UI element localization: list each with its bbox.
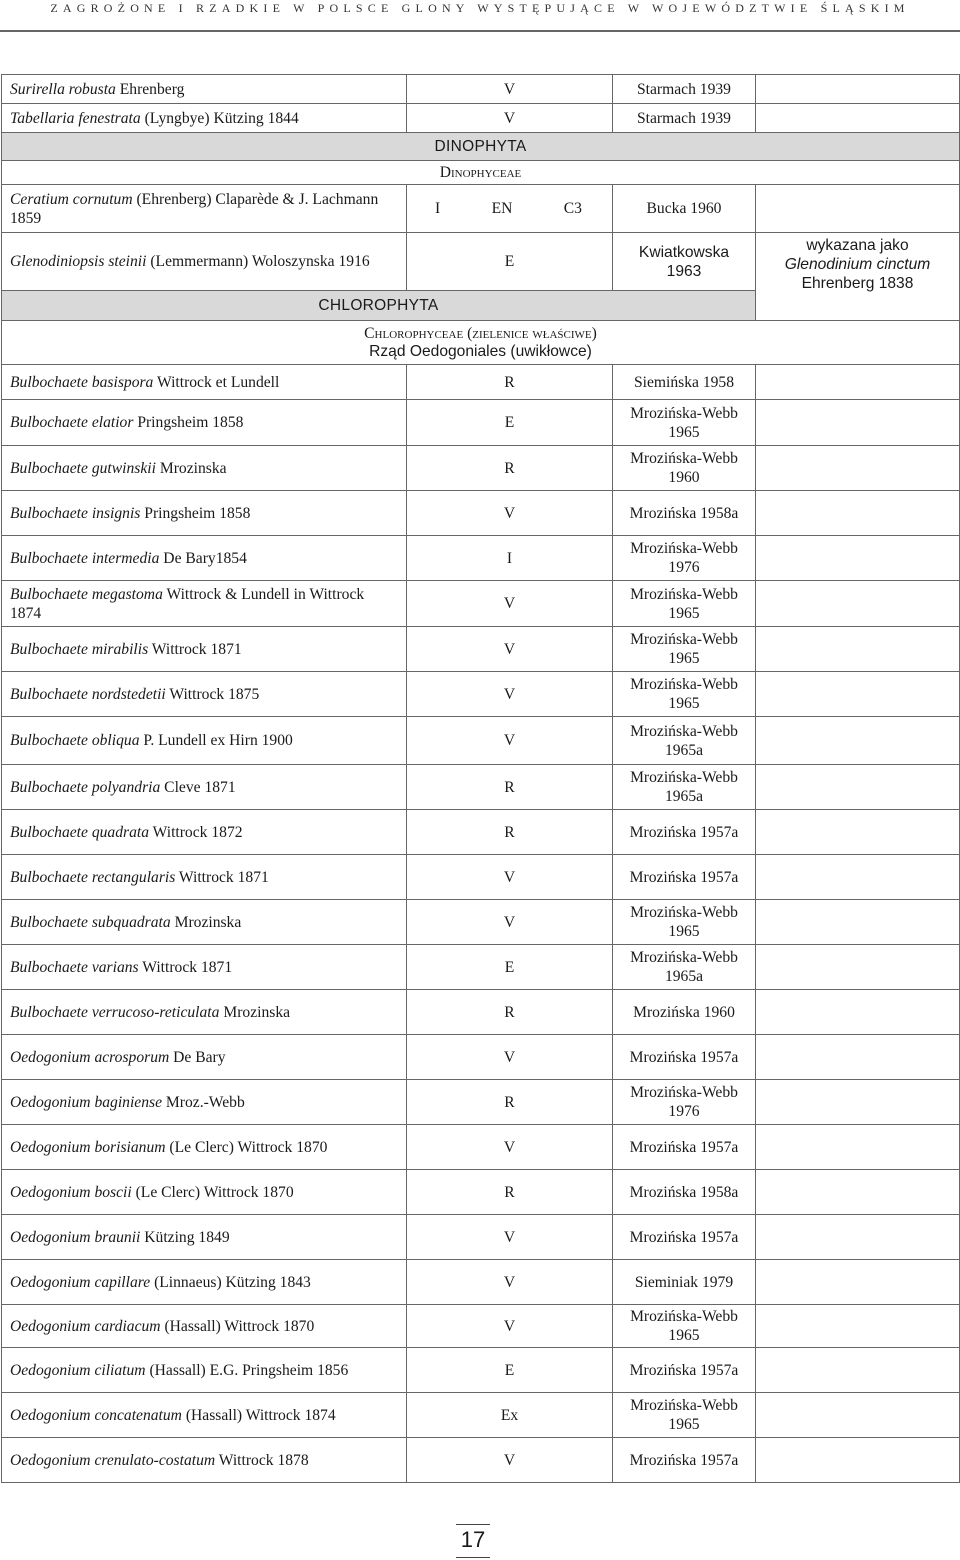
table-row — [2, 810, 960, 855]
threat-category: V — [407, 75, 613, 104]
note-cell — [756, 810, 960, 855]
species-name: Oedogonium cardiacum (Hassall) Wittrock 1870 — [2, 1305, 407, 1348]
note-cell — [756, 1348, 960, 1393]
note-cell — [756, 900, 960, 945]
table-row — [2, 1170, 960, 1215]
species-name: Surirella robusta Ehrenberg — [2, 75, 407, 104]
note-cell — [756, 75, 960, 104]
species-name: Oedogonium baginiense Mroz.-Webb — [2, 1080, 407, 1125]
source: Mrozińska-Webb 1965 — [613, 400, 756, 446]
section-row — [2, 133, 960, 161]
threat-category: V — [407, 672, 613, 717]
threat-category: V — [407, 1305, 613, 1348]
species-name: Ceratium cornutum (Ehrenberg) Claparède & J. Lachmann 1859 — [2, 185, 407, 233]
table-row — [2, 581, 960, 627]
species-name: Oedogonium capillare (Linnaeus) Kützing 1843 — [2, 1260, 407, 1305]
threat-category: E — [407, 945, 613, 990]
source: Mrozińska 1957a — [613, 1348, 756, 1393]
species-name: Bulbochaete intermedia De Bary1854 — [2, 536, 407, 581]
source: Mrozińska-Webb 1965a — [613, 765, 756, 810]
note-cell — [756, 765, 960, 810]
table-row — [2, 1215, 960, 1260]
note-cell — [756, 855, 960, 900]
source: Mrozińska 1958a — [613, 491, 756, 536]
source: Mrozińska-Webb 1965 — [613, 1305, 756, 1348]
threat-category: R — [407, 365, 613, 400]
threat-category: V — [407, 900, 613, 945]
source: Mrozińska-Webb 1965a — [613, 945, 756, 990]
source: Starmach 1939 — [613, 75, 756, 104]
table-row — [2, 1035, 960, 1080]
species-name: Oedogonium ciliatum (Hassall) E.G. Pringsheim 1856 — [2, 1348, 407, 1393]
source: Siemińska 1958 — [613, 365, 756, 400]
source: Mrozińska-Webb 1965 — [613, 581, 756, 627]
threat-category: V — [407, 717, 613, 765]
species-name: Oedogonium borisianum (Le Clerc) Wittrock 1870 — [2, 1125, 407, 1170]
table-row — [2, 75, 960, 104]
source: Mrozińska 1957a — [613, 1215, 756, 1260]
species-name: Bulbochaete obliqua P. Lundell ex Hirn 1900 — [2, 717, 407, 765]
note-cell — [756, 104, 960, 133]
class-row — [2, 161, 960, 185]
threat-category: I — [407, 536, 613, 581]
table-row — [2, 446, 960, 491]
threat-category: Ex — [407, 1393, 613, 1438]
threat-category: V — [407, 1260, 613, 1305]
threat-category: R — [407, 990, 613, 1035]
species-name: Bulbochaete nordstedetii Wittrock 1875 — [2, 672, 407, 717]
species-name: Bulbochaete verrucoso-reticulata Mrozinska — [2, 990, 407, 1035]
note-cell — [756, 1260, 960, 1305]
source: Mrozińska 1957a — [613, 1438, 756, 1483]
table-row — [2, 233, 960, 291]
source: Sieminiak 1979 — [613, 1260, 756, 1305]
class-heading: Dinophyceae — [2, 161, 960, 185]
note-cell — [756, 536, 960, 581]
page-number-rule-bottom — [456, 1557, 490, 1558]
species-table-body — [2, 75, 960, 1483]
phylum-heading: DINOPHYTA — [2, 133, 960, 161]
note-cell — [756, 1438, 960, 1483]
threat-category: R — [407, 1170, 613, 1215]
species-table — [1, 74, 960, 1483]
threat-category: V — [407, 104, 613, 133]
table-row — [2, 536, 960, 581]
table-row — [2, 1393, 960, 1438]
class-heading: Chlorophyceae (zielenice właściwe) Rząd Oedogoniales (uwikłowce) — [2, 321, 960, 365]
source: Mrozińska 1957a — [613, 1125, 756, 1170]
note-cell — [756, 1170, 960, 1215]
note-cell — [756, 491, 960, 536]
remark: wykazana jako Glenodinium cinctum Ehrenberg 1838 — [756, 233, 960, 321]
species-name: Oedogonium braunii Kützing 1849 — [2, 1215, 407, 1260]
threat-category: V — [407, 1215, 613, 1260]
table-row — [2, 1348, 960, 1393]
species-name: Bulbochaete varians Wittrock 1871 — [2, 945, 407, 990]
species-name: Bulbochaete megastoma Wittrock & Lundell in Wittrock 1874 — [2, 581, 407, 627]
note-cell — [756, 185, 960, 233]
table-row — [2, 1438, 960, 1483]
source: Mrozińska 1960 — [613, 990, 756, 1035]
table-row — [2, 365, 960, 400]
source: Mrozińska 1957a — [613, 1035, 756, 1080]
note-cell — [756, 990, 960, 1035]
header-rule — [0, 30, 960, 32]
threat-category: E — [407, 1348, 613, 1393]
page-number-rule-top — [456, 1524, 490, 1525]
note-cell — [756, 1393, 960, 1438]
threat-category: V — [407, 581, 613, 627]
table-row — [2, 900, 960, 945]
table-row — [2, 717, 960, 765]
species-name: Bulbochaete rectangularis Wittrock 1871 — [2, 855, 407, 900]
table-row — [2, 491, 960, 536]
note-cell — [756, 446, 960, 491]
table-row — [2, 104, 960, 133]
source: Mrozińska-Webb 1960 — [613, 446, 756, 491]
source: Mrozińska-Webb 1976 — [613, 536, 756, 581]
source: Mrozińska-Webb 1976 — [613, 1080, 756, 1125]
source: Mrozińska-Webb 1965 — [613, 672, 756, 717]
page-number: 17 — [460, 1527, 486, 1552]
table-row — [2, 990, 960, 1035]
species-name: Bulbochaete subquadrata Mrozinska — [2, 900, 407, 945]
species-name: Oedogonium boscii (Le Clerc) Wittrock 1870 — [2, 1170, 407, 1215]
species-name: Bulbochaete gutwinskii Mrozinska — [2, 446, 407, 491]
note-cell — [756, 627, 960, 672]
running-head: ZAGROŻONE I RZADKIE W POLSCE GLONY WYSTĘPUJĄCE W WOJEWÓDZTWIE ŚLĄSKIM — [50, 1, 910, 15]
threat-category: V — [407, 1125, 613, 1170]
species-name: Bulbochaete basispora Wittrock et Lundell — [2, 365, 407, 400]
table-row — [2, 400, 960, 446]
source: Mrozińska-Webb 1965a — [613, 717, 756, 765]
category-1: I — [435, 200, 441, 217]
threat-category: R — [407, 446, 613, 491]
source: Kwiatkowska 1963 — [613, 233, 756, 291]
table-row — [2, 765, 960, 810]
table-row — [2, 1125, 960, 1170]
threat-category: V — [407, 1438, 613, 1483]
species-name: Glenodiniopsis steinii (Lemmermann) Woloszynska 1916 — [2, 233, 407, 291]
species-name: Oedogonium acrosporum De Bary — [2, 1035, 407, 1080]
source: Mrozińska 1957a — [613, 855, 756, 900]
threat-category: V — [407, 491, 613, 536]
threat-category: V — [407, 627, 613, 672]
table-row — [2, 1305, 960, 1348]
table-row — [2, 945, 960, 990]
note-cell — [756, 672, 960, 717]
note-cell — [756, 717, 960, 765]
threat-category: V — [407, 1035, 613, 1080]
note-cell — [756, 945, 960, 990]
species-name: Bulbochaete insignis Pringsheim 1858 — [2, 491, 407, 536]
table-row — [2, 1080, 960, 1125]
threat-category: R — [407, 810, 613, 855]
threat-category: R — [407, 1080, 613, 1125]
threat-category: R — [407, 765, 613, 810]
category-2: EN — [491, 200, 513, 217]
source: Mrozińska 1958a — [613, 1170, 756, 1215]
source: Mrozińska-Webb 1965 — [613, 900, 756, 945]
note-cell — [756, 1080, 960, 1125]
table-row — [2, 185, 960, 233]
note-cell — [756, 1305, 960, 1348]
species-name: Bulbochaete polyandria Cleve 1871 — [2, 765, 407, 810]
species-name: Bulbochaete quadrata Wittrock 1872 — [2, 810, 407, 855]
note-cell — [756, 1035, 960, 1080]
table-row — [2, 627, 960, 672]
threat-category — [407, 185, 613, 233]
species-name: Oedogonium concatenatum (Hassall) Wittrock 1874 — [2, 1393, 407, 1438]
threat-category: E — [407, 233, 613, 291]
threat-category: E — [407, 400, 613, 446]
species-name: Oedogonium crenulato-costatum Wittrock 1878 — [2, 1438, 407, 1483]
table-row — [2, 672, 960, 717]
class-row — [2, 321, 960, 365]
threat-category: V — [407, 855, 613, 900]
category-3: C3 — [563, 200, 582, 217]
source: Mrozińska 1957a — [613, 810, 756, 855]
table-row — [2, 855, 960, 900]
source: Bucka 1960 — [613, 185, 756, 233]
note-cell — [756, 1125, 960, 1170]
source: Mrozińska-Webb 1965 — [613, 1393, 756, 1438]
source: Starmach 1939 — [613, 104, 756, 133]
phylum-heading: CHLOROPHYTA — [2, 291, 756, 321]
note-cell — [756, 581, 960, 627]
note-cell — [756, 365, 960, 400]
source: Mrozińska-Webb 1965 — [613, 627, 756, 672]
table-row — [2, 1260, 960, 1305]
note-cell — [756, 400, 960, 446]
species-name: Tabellaria fenestrata (Lyngbye) Kützing 1844 — [2, 104, 407, 133]
note-cell — [756, 1215, 960, 1260]
species-name: Bulbochaete mirabilis Wittrock 1871 — [2, 627, 407, 672]
species-name: Bulbochaete elatior Pringsheim 1858 — [2, 400, 407, 446]
